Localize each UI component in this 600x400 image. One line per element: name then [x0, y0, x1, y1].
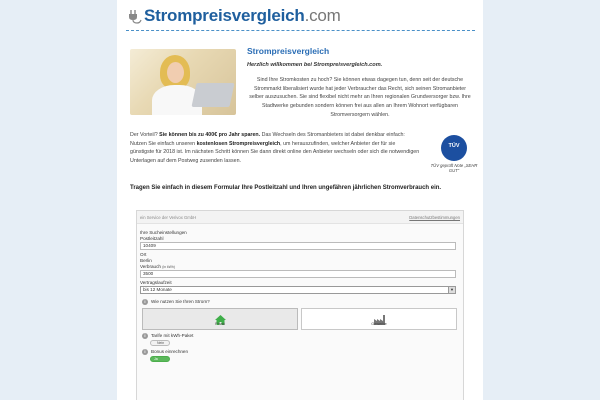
info-icon[interactable]: i: [142, 349, 148, 355]
ort-label: Ort: [140, 252, 147, 257]
site-logo[interactable]: [128, 6, 341, 26]
plug-icon: [128, 8, 142, 24]
privacy-link[interactable]: Datenschutzbestimmungen: [409, 214, 460, 220]
intro-section: [247, 46, 473, 120]
tuv-badge-icon: TÜV: [441, 135, 467, 161]
choice-business-button[interactable]: Gewerbe: [301, 308, 457, 330]
hero-image: [130, 49, 236, 115]
usage-question-row: [142, 299, 460, 305]
service-note: ein Service der Verivox GmbH: [140, 214, 197, 220]
laptop-illustration: [191, 83, 234, 107]
logo-tld-text: .com: [304, 6, 341, 25]
bonus-toggle[interactable]: Ja: [150, 356, 170, 362]
bonus-row: [142, 349, 460, 362]
free-comparison-highlight: kostenlosen Strompreisvergleich: [196, 140, 281, 147]
chevron-down-icon: ▼: [448, 287, 455, 293]
usage-question: Wie nutzen Sie Ihren Strom?: [151, 299, 210, 304]
page-container: [117, 0, 483, 400]
form-instruction: Tragen Sie einfach in diesem Formular Ihre Postleitzahl und Ihren ungefähren jährlichen Stromverbrauch ein.: [130, 185, 442, 191]
form-fields: [140, 230, 460, 362]
verbrauch-unit: (in kWh): [162, 265, 175, 269]
search-settings-heading: Ihre Sucheinstellungen: [140, 230, 187, 235]
savings-highlight: Sie können bis zu 400€ pro Jahr sparen.: [159, 132, 261, 138]
page-title: Strompreisvergleich: [247, 46, 330, 56]
plz-input[interactable]: 10409: [140, 242, 456, 250]
laufzeit-label: Vertragslaufzeit: [140, 280, 172, 285]
choice-private-button[interactable]: Privat: [142, 308, 298, 330]
laufzeit-select[interactable]: bis 12 Monate ▼: [140, 286, 456, 294]
tuv-seal: [430, 135, 478, 174]
bonus-label: Bonus einrechnen: [151, 349, 189, 354]
usage-choice-group: [142, 308, 460, 330]
plz-label: Postleitzahl: [140, 236, 164, 241]
info-icon[interactable]: i: [142, 299, 148, 305]
paket-label: Tarife mit kWh-Paket: [151, 333, 194, 338]
comparison-form: [136, 210, 464, 400]
paket-toggle[interactable]: Nein: [150, 340, 170, 346]
paket-row: [142, 333, 460, 346]
verbrauch-label: Verbrauch (in kWh): [140, 264, 175, 269]
benefit-paragraph: Der Vorteil? Sie können bis zu 400€ pro Jahr sparen. Das Wechseln des Stromanbieters ist dabei denkbar einfach: Nutzen Sie einfach unseren kostenlosen Strompreisvergleich, um herauszufinden, welcher Anbieter der für sie günstigste für 2018 ist. Im nächsten Schritt können Sie dann direkt online den Anbieter wechseln oder sich die notwendigen Unterlagen auf dem Postweg zusenden lassen.: [130, 132, 420, 165]
site-header: [117, 0, 483, 32]
welcome-text: Herzlich willkommen bei Strompreisvergleich.com.: [247, 62, 383, 68]
intro-paragraph: Sind Ihre Stromkosten zu hoch? Sie können etwas dagegen tun, denn seit der deutsche Strommarkt liberalisiert wurde hat jeder Verbraucher das Recht, sich seinen Stromanbieter selber auszusuchen. Sie sind flexibel nicht mehr an Ihren regionalen Grundversorger bzw. Ihre Stadtwerke gebunden sondern können frei aus allen an Ihrem Wohnort verfügbaren Stromversorgern wählen.: [249, 77, 471, 118]
header-divider: [126, 30, 475, 31]
form-header: [137, 211, 463, 224]
verbrauch-input[interactable]: 3500: [140, 270, 456, 278]
house-icon: [143, 312, 297, 330]
logo-main-text: Strompreisvergleich: [144, 6, 305, 25]
info-icon[interactable]: i: [142, 333, 148, 339]
tuv-caption: TÜV geprüft Note „SEHR GUT“: [430, 163, 478, 174]
ort-value: Berlin: [140, 258, 152, 263]
factory-icon: [302, 312, 456, 330]
